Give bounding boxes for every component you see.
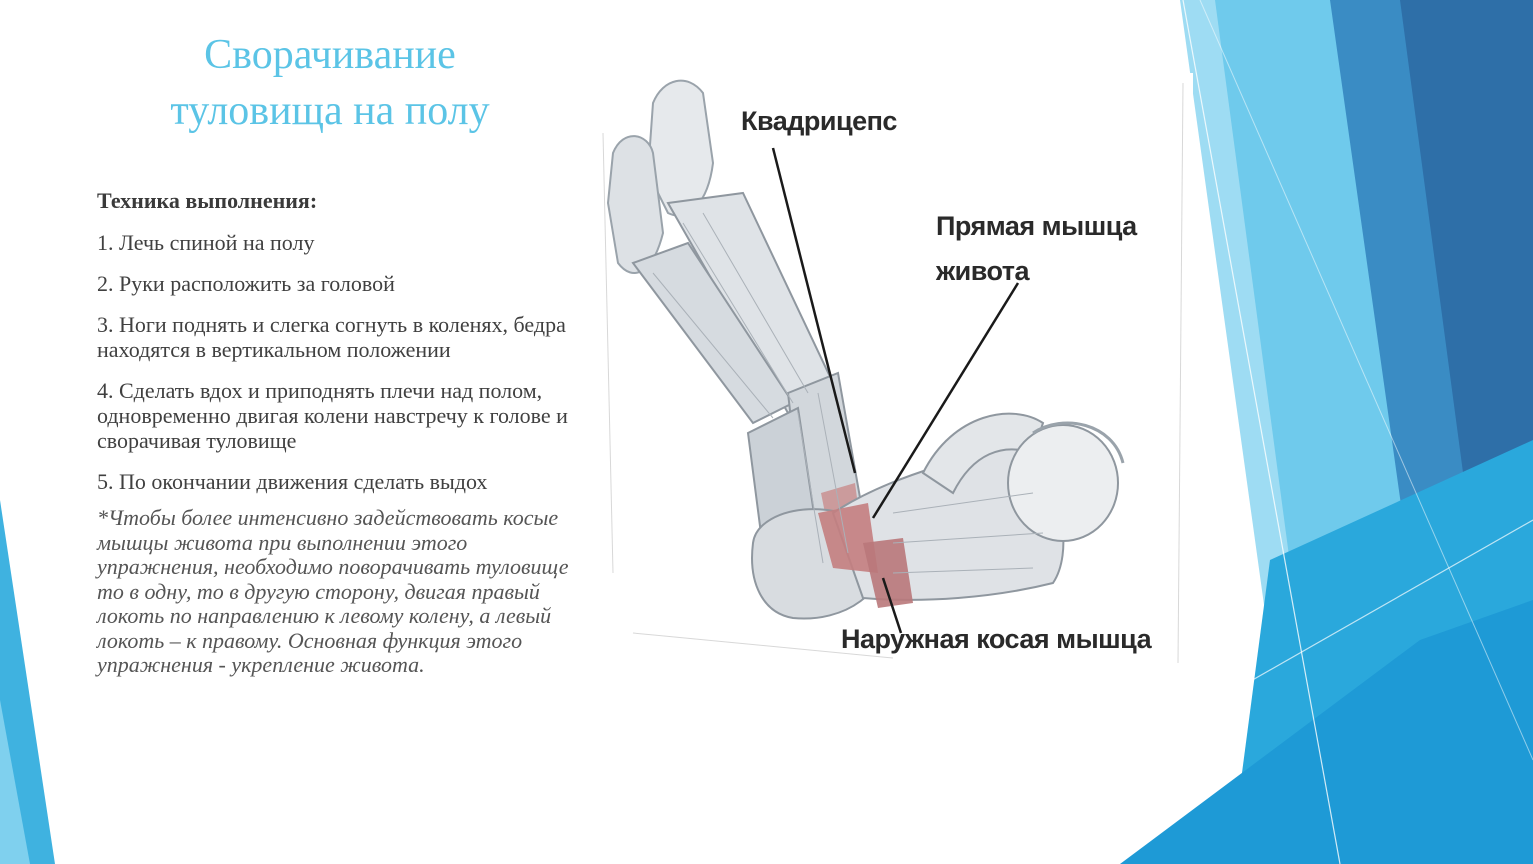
slide-title-line-2: туловища на полу	[170, 88, 490, 134]
slide-title-line-1: Сворачивание	[204, 32, 456, 78]
step-1: 1. Лечь спиной на полу	[97, 230, 315, 255]
label-quadriceps: Квадрицепс	[741, 106, 897, 136]
technique-heading: Техника выполнения:	[97, 188, 318, 213]
instructions-text	[97, 188, 577, 694]
step-2: 2. Руки расположить за головой	[97, 271, 395, 296]
label-rectus-line-2: живота	[936, 256, 1030, 286]
step-4: 4. Сделать вдох и приподнять плечи над полом, одновременно двигая колени навстречу к голове и сворачивая туловище	[97, 378, 568, 453]
label-rectus-line-1: Прямая мышца	[936, 211, 1137, 241]
crunch-figure-drawing	[593, 73, 1193, 669]
step-5: 5. По окончании движения сделать выдох	[97, 469, 488, 494]
anatomy-illustration	[593, 73, 1193, 669]
step-3: 3. Ноги поднять и слегка согнуть в коленях, бедра находятся в вертикальном положении	[97, 312, 566, 362]
head-shape	[1008, 425, 1118, 541]
label-external-oblique: Наружная косая мышца	[841, 624, 1152, 654]
exercise-note: *Чтобы более интенсивно задействовать косые мышцы живота при выполнении этого упражнения, необходимо поворачивать туловище то в одну, то в другую сторону, двигая правый локоть по направлению к левому колену, а левый локоть – к правому. Основная функция этого упражнения - укрепление живота.	[97, 505, 569, 677]
